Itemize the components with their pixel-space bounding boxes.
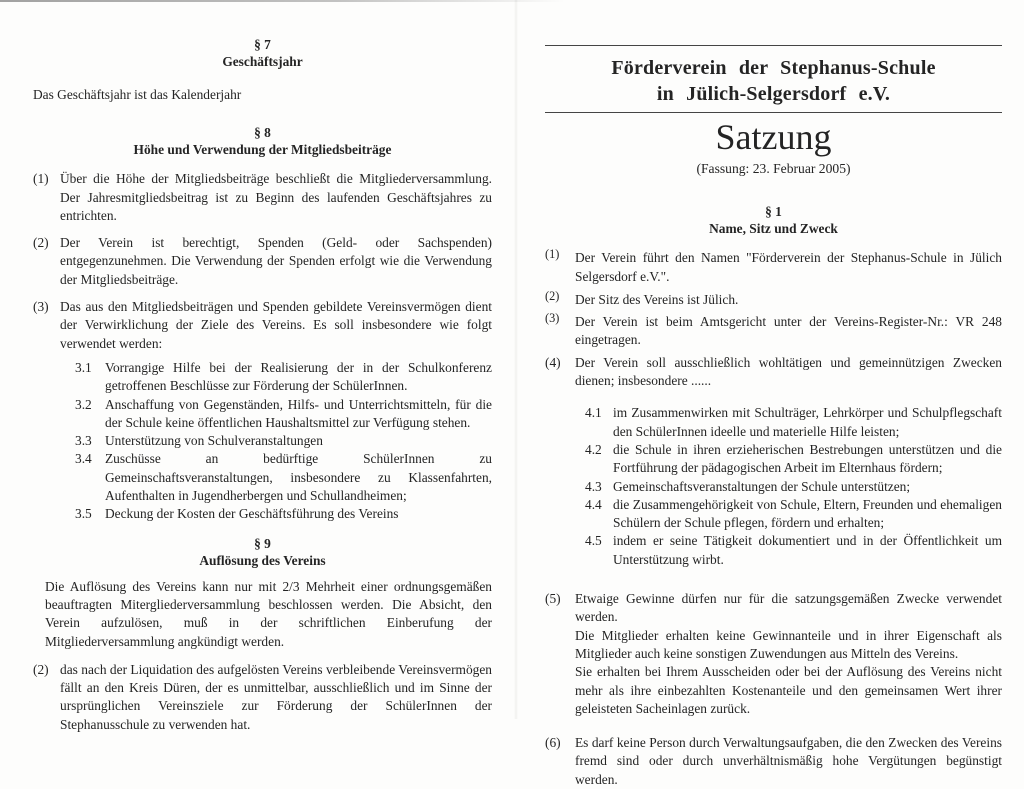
item-text: die Zusammengehörigkeit von Schule, Eltern, Freunden und ehemaligen Schülern der Schule pflegen, fördern und erhalten; [613,496,1002,531]
item-text: Der Sitz des Vereins ist Jülich. [575,291,739,307]
section-9-body: Die Auflösung des Vereins kann nur mit 2/3 Mehrheit einer ordnungsgemäßen beauftragten Mitergliederversammlung beschlossen werden. Die Absicht, den Verein aufzulösen, muß in der schriftlichen Einberufung der Mitgliederversammlung angkündigt werden. [45,578,492,649]
section-7-body: Das Geschäftsjahr ist das Kalenderjahr [33,87,242,102]
item-text: Der Verein soll ausschließlich wohltätigen und gemeinnützigen Zwecken dienen; insbesondere ...... [575,354,1002,389]
header-rule-top [545,45,1002,46]
item-text-block [575,590,1002,718]
item-paragraph: Die Mitglieder erhalten keine Gewinnanteile und in ihrer Eigenschaft als Mitglieder auch keine sonstigen Zuwendungen aus Mitteln des Vereins. [575,627,1002,661]
numbered-item [545,313,1002,350]
section-number: § 7 [254,37,271,52]
header-rule-bottom [545,112,1002,113]
item-text: Der Verein ist beim Amtsgericht unter der Vereins-Register-Nr.: VR 248 eingetragen. [575,314,1002,348]
item-text: Zuschüsse an bedürftige SchülerInnen zu Gemeinschaftsveranstaltungen, insbesondere zu Klassenfahrten, Aufenthalten in Jugendherbergen und Schullandheimen; [105,451,492,504]
sub-item [585,532,1002,569]
numbered-item [33,170,492,225]
item-marker: (6) [545,735,561,751]
numbered-item [33,234,492,289]
sub-item [75,359,492,396]
page-right [545,0,1002,789]
item-text: Es darf keine Person durch Verwaltungsaufgaben, die den Zwecken des Vereins fremd sind oder durch unverhältnismäßig hohe Vergütungen begünstigt werden. [575,735,1002,787]
sub-item [585,496,1002,533]
item-text: Vorrangige Hilfe bei der Realisierung der in der Schulkonferenz getroffenen Beschlüsse zur Förderung der SchülerInnen. [105,359,492,394]
item-text: die Schule in ihren erzieherischen Bestrebungen unterstützen und die Fortführung der pädagogischen Arbeit im Elternhaus fördern; [613,441,1002,476]
numbered-item [33,298,492,353]
item-text: das nach der Liquidation des aufgelösten Vereins verbleibende Vereinsvermögen fällt an den Kreis Düren, der es unmittelbar, ausschließlich und im Sinne der ursprünglichen Vereinsziele zur Förderung der SchülerInnen der Stephanusschule zu verwenden hat. [60,661,492,732]
item-marker: 4.2 [585,441,602,457]
sub-item [585,404,1002,441]
item-text: Unterstützung von Schulveranstaltungen [105,433,323,449]
organization-title [545,55,1002,107]
item-marker: (4) [545,354,561,370]
item-text: Deckung der Kosten der Geschäftsführung des Vereins [105,506,399,522]
section-number: § 9 [254,535,271,551]
sub-item [75,505,492,523]
item-marker: 3.2 [75,396,92,412]
item-marker: 4.5 [585,533,602,549]
item-marker: (3) [33,299,49,315]
section-title: Name, Sitz und Zweck [709,221,838,237]
item-marker: (2) [545,288,560,303]
page-gutter-shadow [514,0,518,719]
section-8-heading [33,124,492,158]
item-text: Gemeinschaftsveranstaltungen der Schule unterstützen; [613,478,911,494]
item-marker: (1) [33,171,49,187]
item-marker: (2) [33,235,49,251]
section-9-heading [33,535,492,569]
item-text: Anschaffung von Gegenständen, Hilfs- und Unterrichtsmitteln, für die der Schule keine öffentlichen Haushaltsmittel zur Verfügung stehen. [105,396,492,430]
section-title: Geschäftsjahr [222,54,303,69]
sub-item [75,396,492,433]
item-marker: (1) [545,247,560,262]
organization-title-line2: in Jülich-Selgersdorf e.V. [656,83,891,105]
item-paragraph: Etwaige Gewinne dürfen nur für die satzungsgemäßen Zwecke verwendet werden. [575,591,1002,625]
numbered-item [545,590,1002,718]
item-marker: 4.1 [585,405,602,421]
item-marker: 4.4 [585,496,602,512]
document-subtitle: (Fassung: 23. Februar 2005) [696,161,851,176]
document-title: Satzung [715,117,832,157]
item-text: Der Verein führt den Namen "Förderverein der Stephanus-Schule in Jülich Selgersdorf e.V.". [575,250,1002,284]
item-text: Das aus den Mitgliedsbeiträgen und Spenden gebildete Vereinsvermögen dient der Verwirklichung der Ziele des Vereins. Es soll insbesondere wie folgt verwendet werden: [60,299,492,351]
item-marker: 4.3 [585,478,602,494]
sub-item [585,441,1002,478]
item-marker: 3.5 [75,506,92,522]
sub-item [585,478,1002,496]
sublist-4x [585,404,1002,569]
page-left [33,0,492,734]
numbered-item [545,354,1002,391]
sub-item [75,432,492,450]
numbered-item [545,249,1002,286]
numbered-item [545,288,1002,309]
sublist-3x [75,359,492,524]
numbered-item [545,734,1002,789]
item-text: Über die Höhe der Mitgliedsbeiträge beschließt die Mitgliederversammlung. Der Jahresmitgliedsbeitrag ist zu Beginn des laufenden Geschäftsjahres zu entrichten. [60,171,492,223]
item-text: im Zusammenwirken mit Schulträger, Lehrkörper und Schulpflegschaft den SchülerInnen ideelle und materielle Hilfe leisten; [613,405,1002,439]
item-text: Der Verein ist berechtigt, Spenden (Geld- oder Sachspenden) entgegenzunehmen. Die Verwendung der Spenden erfolgt wie die Verwendung der Mitgliedsbeiträge. [60,235,492,287]
section-number: § 1 [765,204,782,220]
section-1-heading [545,203,1002,237]
item-marker: (3) [545,311,560,326]
item-text: indem er seine Tätigkeit dokumentiert und in der Öffentlichkeit um Unterstützung wirbt. [613,533,1002,567]
item-paragraph: Sie erhalten bei Ihrem Ausscheiden oder bei der Auflösung des Vereins nicht mehr als ihre einbezahlten Kostenanteile und den gemeinsamen Wert ihrer geleisteten Sacheinlagen zurück. [575,664,1002,716]
item-marker: 3.1 [75,359,92,375]
item-marker: 3.4 [75,451,92,467]
sub-item [75,450,492,505]
section-number: § 8 [254,125,271,141]
section-title: Höhe und Verwendung der Mitgliedsbeiträge [133,142,392,158]
numbered-item [33,661,492,734]
item-marker: (5) [545,591,561,607]
organization-title-line1: Förderverein der Stephanus-Schule [611,57,936,79]
section-7-heading [33,36,492,70]
item-marker: 3.3 [75,433,92,449]
item-marker: (2) [33,661,49,677]
section-title: Auflösung des Vereins [199,552,326,568]
